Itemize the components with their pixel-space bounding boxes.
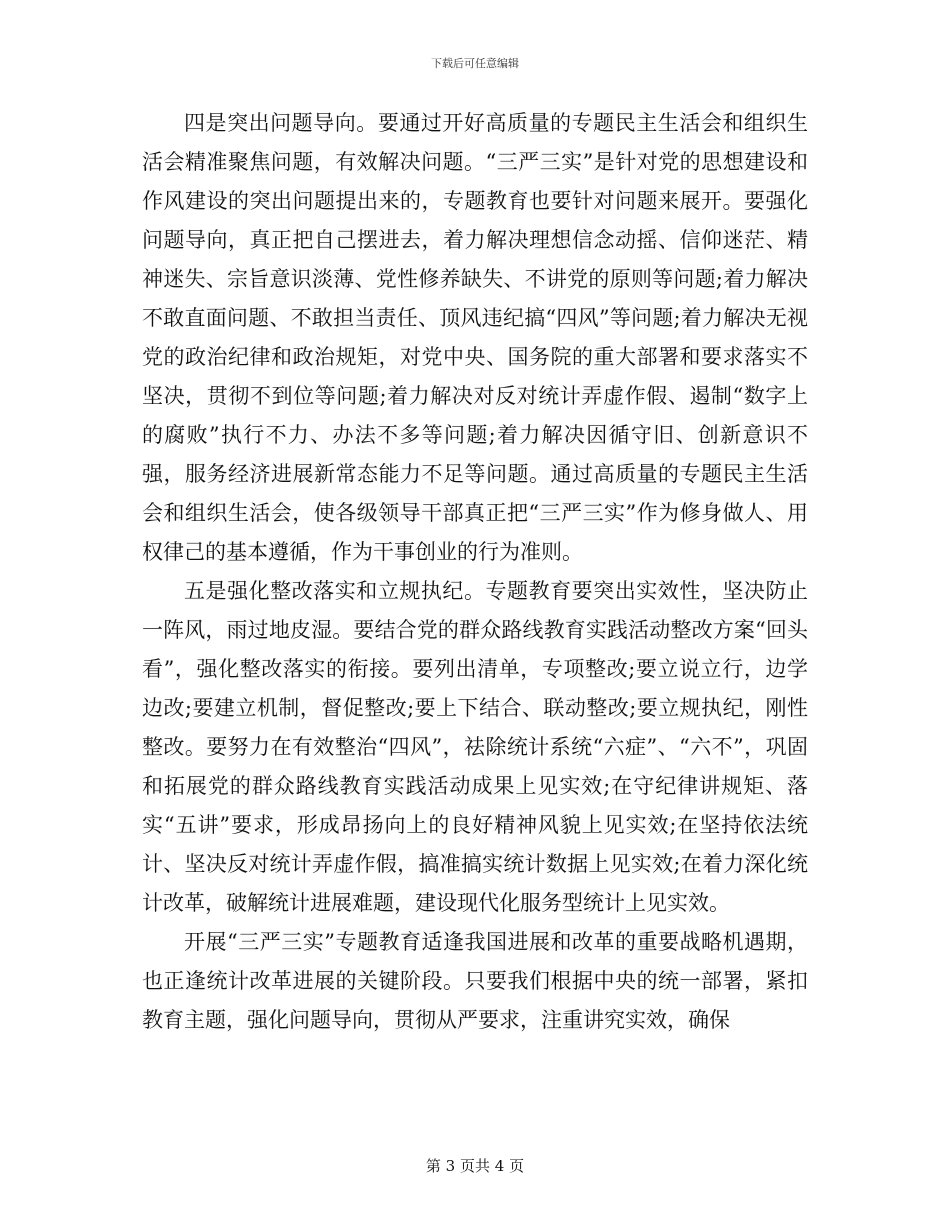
document-body bbox=[142, 104, 808, 1040]
paragraph-conclusion: 开展“三严三实”专题教育适逢我国进展和改革的重要战略机遇期，也正逢统计改革进展的关键阶段。只要我们根据中央的统一部署，紧扣教育主题，强化问题导向，贯彻从严要求，注重讲究实效，确保 bbox=[142, 930, 808, 1032]
paragraph-rectification: 五是强化整改落实和立规执纪。专题教育要突出实效性，坚决防止一阵风，雨过地皮湿。要结合党的群众路线教育实践活动整改方案“回头看”，强化整改落实的衔接。要列出清单，专项整改;要立说立行，边学边改;要建立机制，督促整改;要上下结合、联动整改;要立规执纪，刚性整改。要努力在有效整治“四风”，祛除统计系统“六症”、“六不”，巩固和拓展党的群众路线教育实践活动成果上见实效;在守纪律讲规矩、落实“五讲”要求，形成昂扬向上的良好精神风貌上见实效;在坚持依法统计、坚决反对统计弄虚作假，搞准搞实统计数据上见实效;在着力深化统计改革，破解统计进展难题，建设现代化服务型统计上见实效。 bbox=[142, 579, 808, 915]
paragraph-problem-orientation: 四是突出问题导向。要通过开好高质量的专题民主生活会和组织生活会精准聚焦问题，有效解决问题。“三严三实”是针对党的思想建设和作风建设的突出问题提出来的，专题教育也要针对问题来展开。要强化问题导向，真正把自己摆进去，着力解决理想信念动摇、信仰迷茫、精神迷失、宗旨意识淡薄、党性修养缺失、不讲党的原则等问题;着力解决不敢直面问题、不敢担当责任、顶风违纪搞“四风”等问题;着力解决无视党的政治纪律和政治规矩，对党中央、国务院的重大部署和要求落实不坚决，贯彻不到位等问题;着力解决对反对统计弄虚作假、遏制“数字上的腐败”执行不力、办法不多等问题;着力解决因循守旧、创新意识不强，服务经济进展新常态能力不足等问题。通过高质量的专题民主生活会和组织生活会，使各级领导干部真正把“三严三实”作为修身做人、用权律己的基本遵循，作为干事创业的行为准则。 bbox=[142, 111, 808, 564]
page-header-note: 下载后可任意编辑 bbox=[431, 57, 519, 70]
page-number: 第 3 页共 4 页 bbox=[425, 1157, 525, 1175]
